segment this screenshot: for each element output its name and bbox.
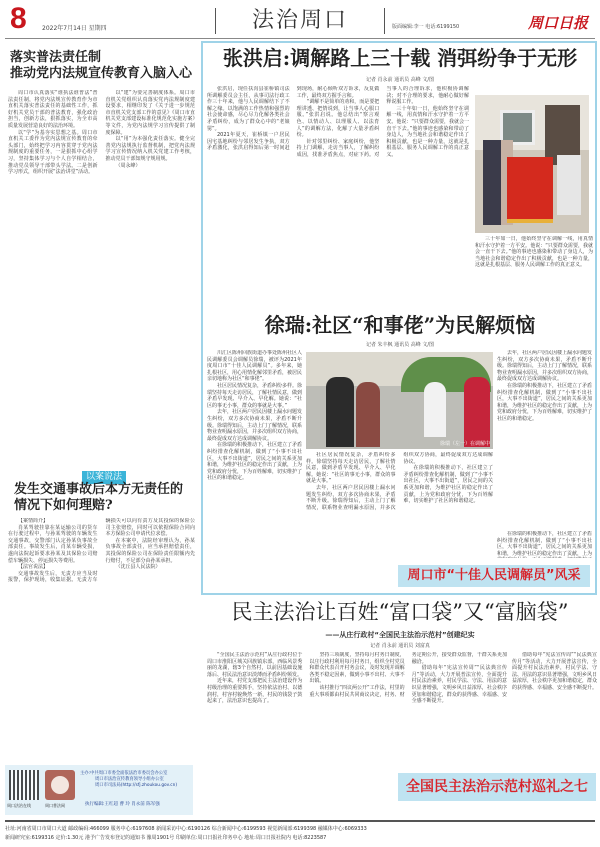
paragraph: 以“建”为要完善制度体系。周口市直机关党组织认真落实党内法规制度建设要求，相继印发了《关于进一步规范市直机关党支部工作的意见》《周口市直机关党支部建设标准化规范化实施方案》等文件，为党内法规学习宣传提供了制度保障。 xyxy=(105,90,195,136)
paragraph: 在徐瑞的积极推动下，社区建立了矛盾纠纷排查化解机制，做到了“小事不出社区，大事不出街道”，居民之间的关系更加和谐，为维护社区的稳定作出了贡献，上为党和政府分忧，下为百姓解难，切实维护了社区的和谐稳定。 xyxy=(207,442,302,482)
sponsor-line: 周口市法治宣传教育领导小组办公室 xyxy=(95,777,164,782)
page-number: 8 xyxy=(10,2,27,35)
paragraph: 在徐瑞的积极推动下，社区建立了矛盾纠纷排查化解机制，做到了“小事不出社区，大事不出街道”，居民之间的关系更加和谐，为维护社区的稳定作出了贡献，上为党和政府分忧，下为百姓解难，切实维护了社区的和谐稳定。 xyxy=(403,465,493,505)
article1-body-tail xyxy=(475,236,593,308)
issue-date: 2022年7月14日 星期四 xyxy=(42,25,107,32)
paragraph: 坚持三项制度，坚持每月村务日制度，以庄行政村利用每月村务日，组织全村党员和群众代表召开村务会议，及时发现并调解各类不稳定因素，做到小事不出村、大事不出镇。 xyxy=(309,652,405,685)
paragraph: 近年来，村党支部把民主法治建设作为村级治理的重要抓手，坚持依法治村、以德润村，村容村貌焕然一新，村民的钱袋子鼓起来了，法治意识也提高了。 xyxy=(207,678,303,705)
footer-line: 新闻研究室:6199316 定价:1.30元 港予广告发布登记的通知书 豫周1901号 印刷单位:周口日报社印务中心 地址:周口日报社院内 电话:8223587 xyxy=(5,835,327,841)
paragraph: 【案情简介】 xyxy=(18,518,49,524)
qr-label: 周口普法网 xyxy=(45,803,65,808)
newspaper-logo: 周口日报 xyxy=(528,14,589,32)
paragraph: 张洪启，现任扶沟县崔桥镇司法所调解委员会主任，从事司法行政工作三十年来，他与人民调解结下了不解之缘。以饱满的工作热情和强烈的社会使命感，尽心尽力化解各类社会矛盾纠纷，成为了群众心中的“老娘舅”。 xyxy=(207,86,290,132)
headline-line: 发生交通事故后本方无责任的 xyxy=(14,482,184,497)
paragraph: 以“学”为基夯实思想之基。周口市直机关工委作为党内法规宣传教育的牵头部门，始终把学习内容贯穿于党内法规制度的重要任务，一是狠抓中心组学习，坚持集体学习与个人自学相结合，推动党员领导干部带头学法。二是创新学习形式，组织开展“法治讲堂”活动。 xyxy=(8,129,98,176)
left-article-body xyxy=(8,90,195,400)
article2-series-banner: 周口市“十佳人民调解员”风采 xyxy=(398,565,590,587)
sponsor-info-box xyxy=(5,765,193,815)
case-tag-label: 以案说法 xyxy=(82,471,126,484)
paragraph: 三十年如一日，他始终坚守在调解一线，用真情和汗水守护着一方平安。他说：“只要群众需要，我就会一直干下去。”他的事迹也感染和带动了身边人，为当地社会和谐稳定作出了积极贡献，也是一种力量，这就是扎根基层、服务人民调解工作的真正意义。 xyxy=(386,105,469,158)
paragraph: 【法官说法】 xyxy=(18,564,49,571)
case-article-headline xyxy=(14,482,198,514)
paragraph: 在本案中，法院经审理认为，孙某负事故全部责任，应当承担赔偿责任，其投保的保险公司在保险责任限额内先行赔付，不足部分由孙某承担。 xyxy=(105,537,195,564)
paragraph: 川汇区陈州回族街道办事处陈州社区人民调解委员会调解员徐瑞，被评为2021年度周口市“十佳人民调解员”。多年来，她扎根社区，用心用情化解邻里矛盾，被居民亲切地称为社区“和事佬”。 xyxy=(207,350,302,383)
article2-body-col2 xyxy=(306,452,493,560)
article3-subtitle: ——从庄行政村“全国民主法治示范村”创建纪实 xyxy=(325,631,475,639)
headline-line: 推动党内法规宣传教育入脑入心 xyxy=(10,66,193,81)
silk-banner xyxy=(507,157,553,223)
paragraph: （沈丘县人民法院） xyxy=(115,564,161,571)
paragraph: 针对邻里纠纷、家庭纠纷，他坚持上门调解，走访当事人，了解纠纷成因，找准矛盾焦点，对症下药。对当事人的合理诉求，他积极协调解决；对不合理的要求，他耐心做好解释说服工作。 xyxy=(296,86,469,158)
seal-logo-icon xyxy=(45,770,75,800)
article3-body-col4 xyxy=(512,652,597,757)
paragraph: （周永峰） xyxy=(115,162,141,169)
paragraph: 该村推行“四议两公开”工作法，村里的重大事项都由村民共同商议决定，村务、财务定期公开，接受群众监督，干群关系更加融洽。 xyxy=(309,652,507,698)
article2-body-col3 xyxy=(497,350,592,528)
article3-series-banner: 全国民主法治示范村巡礼之七 xyxy=(398,773,596,801)
paragraph: 去年，社区两户居民因楼上漏水问题发生纠纷，双方多次协商未果，矛盾不断升级。徐瑞得知后，主动上门了解情况，联系物业查明漏水原因，并多次组织双方协商，最终促成双方达成调解协议。 xyxy=(306,452,493,511)
paragraph: 周口市认真落实“谁执法谁普法”普法责任制，将党内法规宣传教育作为市直机关落实普法责任的基础性工作，抓好机关党员干部的普法教育，强化政治担当，创新方法，狠抓落实，为全市高质量发展营造良好的法治环境。 xyxy=(8,90,98,129)
footer-line: 社址:河南省周口市周口大道 邮政编码:466099 服务中心:6197608 新闻采访中心:6190126 综合新闻中心:6199593 视觉新闻部:6199398 融媒体中心:6069333 xyxy=(5,826,367,832)
paragraph: 肖某驾驶挂靠在某运输公司的货车在行驶过程中，与孙某驾驶的车辆发生交通事故，交警部门认定孙某负事故全部责任。事故发生后，肖某车辆受损，遂向法院起诉要求孙某及其保险公司赔偿车辆损失、停运损失等费用。 xyxy=(8,524,98,564)
article3-byline: 记者 肖永前 通讯员 刘富真 xyxy=(370,643,430,649)
headline-line: 情况下如何理赔? xyxy=(14,498,113,513)
article1-photo xyxy=(475,95,589,233)
article1-headline: 张洪启:调解路上三十载 消弭纷争于无形 xyxy=(222,46,578,70)
paragraph: 社区居民情况复杂，矛盾纠纷多样。徐瑞坚持每天走访居民，了解社情民意，做到矛盾早发现、早介入、早化解。她说：“社区的事无小事，群众的事就是大事。” xyxy=(207,382,302,409)
sponsor-line: 中共周口市委全面依法治市委员会办公室 xyxy=(90,771,168,776)
paragraph: 三十年如一日，他始终坚守在调解一线，用真情和汗水守护着一方平安。他说：“只要群众需要，我就会一直干下去。”他的事迹也感染和带动了身边人，为当地社会和谐稳定作出了积极贡献，也是一种力量，这就是扎根基层、服务人民调解工作的真正意义。 xyxy=(475,236,593,269)
article1-body xyxy=(207,86,469,310)
article1-byline: 记者 肖永前 通讯员 高峰 文/图 xyxy=(365,77,435,83)
case-tag xyxy=(82,464,126,484)
paragraph: “调解不是简单的劝和，而是要把理讲透、把情说到，让当事人心服口服。”张洪启说。他总结出“察言观色、以情动人、以理服人、以法育人”的调解方法，化解了大量矛盾纠纷。 xyxy=(296,99,380,139)
headline-line: 落实普法责任制 xyxy=(10,50,102,65)
article3-headline: 民主法治让百姓“富口袋”又“富脑袋” xyxy=(231,600,569,624)
header-divider xyxy=(5,38,595,39)
sponsor-text xyxy=(80,771,177,789)
sponsor-line: 周口市司法局(http://sfj.zhoukou.gov.cn) xyxy=(95,783,178,788)
article2-byline: 记者 朱丰枫 通讯员 高峰 文/图 xyxy=(365,342,435,348)
paragraph: 以“用”为本强化责任落实。健全完善党内法规执行监督机制，把党内法规学习宣传情况纳入机关党建工作考核，推动党员干部知规守规用规。 xyxy=(105,136,195,162)
paragraph: 借助每年“宪法宣传周”“民法典宣传月”等活动，大力开展普法宣传，全面提升村民法治素养，村民学法、守法、用法的意识显著增强，文明乡风日益浓厚，社会秩序更加和谐稳定，群众的获得感、幸福感、安全感不断提升。 xyxy=(512,652,597,691)
article2-photo xyxy=(306,352,493,449)
left-article-headline xyxy=(10,50,200,82)
article2-headline: 徐瑞:社区“和事佬”为民解烦恼 xyxy=(264,313,536,337)
paragraph: 社区居民情况复杂，矛盾纠纷多样。徐瑞坚持每天走访居民，了解社情民意，做到矛盾早发现、早介入、早化解。她说：“社区的事无小事，群众的事就是大事。” xyxy=(306,452,396,485)
article2-body-tail xyxy=(497,531,592,558)
qr-label: 周口法治在线 xyxy=(7,803,31,808)
paragraph: 去年，社区两户居民因楼上漏水问题发生纠纷，双方多次协商未果，矛盾不断升级。徐瑞得知后，主动上门了解情况，联系物业查明漏水原因，并多次组织双方协商，最终促成双方达成调解协议。 xyxy=(207,409,302,442)
paragraph: 交通事故发生后，无责方应当及时报警，保护现场，收集证据。无责方车辆损失可以向有责方及其投保的保险公司主张赔偿，同时可以依据保险合同向本方保险公司申请代位求偿。 xyxy=(8,518,195,584)
article2-body-col1 xyxy=(207,350,302,590)
paragraph: “全国民主法治示范村”从庄行政村位于周口市淮阳区城关回族镇东部，西临风景秀丽的龙湖，辖3个自然村，以前因基础设施落后、村民法治意识淡薄而矛盾纠纷频发。 xyxy=(207,652,303,678)
paragraph: 2021年夏天，崔桥镇一户居民因宅基地纠纷与邻居发生争执，双方矛盾激化，张洪启得知后第一时间赶到现场，耐心倾听双方诉求，反复做工作，最终双方握手言和。 xyxy=(207,86,380,152)
footer xyxy=(5,820,595,843)
executive-editors: 执行编辑:王红超 曹 玲 肖永前 陈军强 xyxy=(85,802,160,807)
paragraph: 借助每年“宪法宣传周”“民法典宣传月”等活动，大力开展普法宣传，全面提升村民法治素养，村民学法、守法、用法的意识显著增强，文明乡风日益浓厚，社会秩序更加和谐稳定，群众的获得感、幸福感、安全感不断提升。 xyxy=(411,665,507,705)
paragraph: 去年，社区两户居民因楼上漏水问题发生纠纷，双方多次协商未果，矛盾不断升级。徐瑞得知后，主动上门了解情况，联系物业查明漏水原因，并多次组织双方协商，最终促成双方达成调解协议。 xyxy=(497,350,592,383)
page-editor: 版面编辑:李一 电话:6199150 xyxy=(392,24,460,30)
paragraph: 在徐瑞的积极推动下，社区建立了矛盾纠纷排查化解机制，做到了“小事不出社区，大事不出街道”，居民之间的关系更加和谐，为维护社区的稳定作出了贡献，上为 xyxy=(497,531,592,557)
qr-code-icon xyxy=(9,770,39,800)
case-article-body xyxy=(8,518,195,756)
sponsor-label: 主办: xyxy=(80,771,91,776)
photo-caption: 徐瑞（左一）在调解中 xyxy=(439,441,490,447)
paragraph: 在徐瑞的积极推动下，社区建立了矛盾纠纷排查化解机制，做到了“小事不出社区，大事不出街道”，居民之间的关系更加和谐，为维护社区的稳定作出了贡献，上为党和政府分忧，下为百姓解难，切实维护了社区的和谐稳定。 xyxy=(497,382,592,422)
section-title: 法治周口 xyxy=(215,8,385,34)
article3-body xyxy=(207,652,507,760)
